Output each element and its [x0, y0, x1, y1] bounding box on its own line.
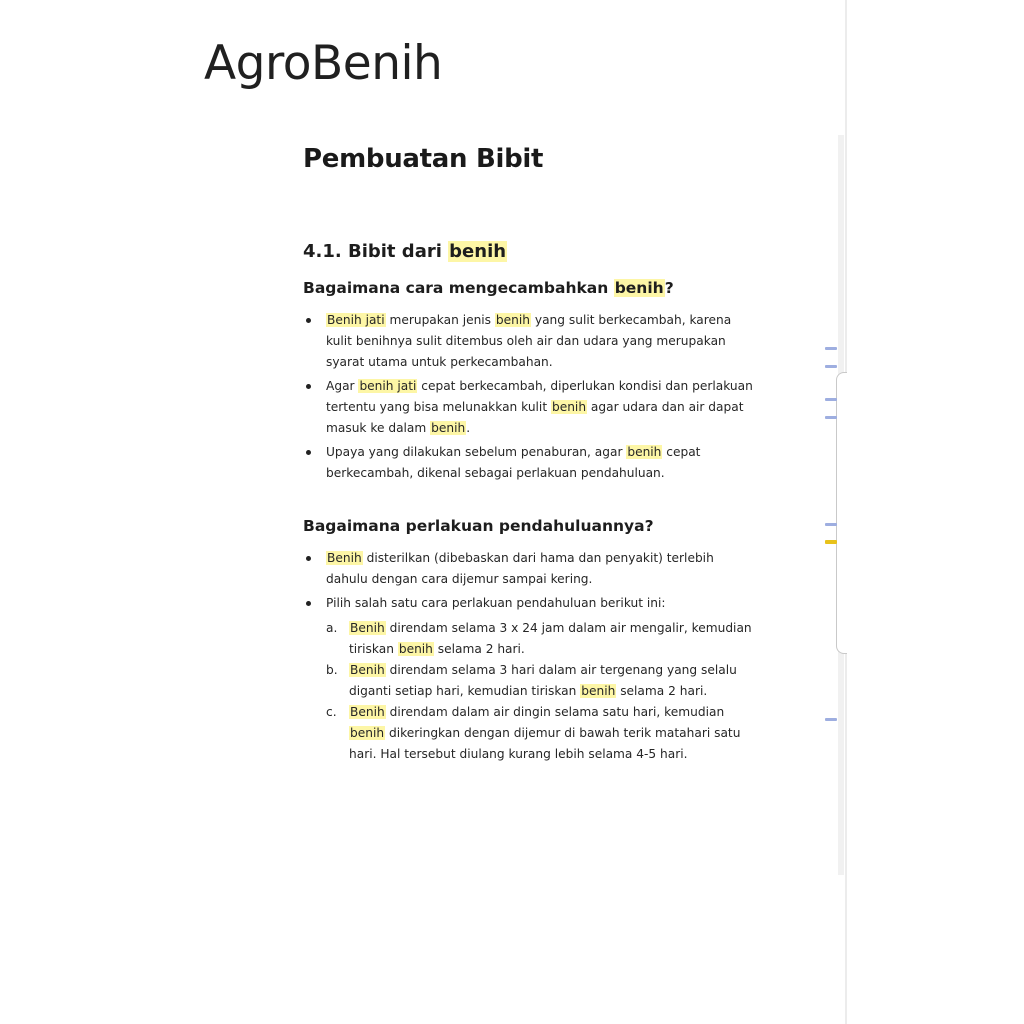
bullet-list-1 — [303, 310, 753, 484]
text-run: . — [466, 421, 471, 435]
sub-list-text — [349, 621, 752, 656]
active-result-marker[interactable] — [825, 540, 837, 544]
search-highlight: Benih — [350, 621, 385, 635]
text-run: selama 2 hari. — [616, 684, 708, 698]
text-run: cepat berkecambah, diperlukan kondisi dan perlakuan tertentu yang bisa melunakkan kulit — [326, 379, 753, 414]
search-result-marker[interactable] — [825, 398, 837, 401]
sub-list-item — [326, 618, 753, 660]
bullet-item — [303, 548, 753, 590]
sub-list-text — [349, 705, 740, 761]
section-heading-text: 4.1. Bibit dari — [303, 241, 449, 262]
sub-list-item — [326, 660, 753, 702]
search-highlight: benih jati — [359, 379, 417, 393]
text-run: disterilkan (dibebaskan dari hama dan penyakit) terlebih dahulu dengan cara dijemur sampai kering. — [326, 551, 714, 586]
question-heading-2: Bagaimana perlakuan pendahuluannya? — [303, 517, 654, 535]
section-heading — [303, 240, 507, 264]
text-run: selama 2 hari. — [433, 642, 525, 656]
text-run: direndam dalam air dingin selama satu hari, kemudian — [385, 705, 725, 719]
search-highlight: Benih jati — [327, 313, 385, 327]
sub-list-item — [326, 702, 753, 765]
text-run: yang sulit berkecambah, karena kulit benihnya sulit ditembus oleh air dan udara yang merupakan syarat utama untuk perkecambahan. — [326, 313, 732, 369]
sub-list-label: a. — [326, 621, 338, 635]
bullet-item — [303, 593, 753, 765]
bullet-item — [303, 310, 753, 373]
sub-list-label: c. — [326, 705, 337, 719]
search-result-marker[interactable] — [825, 416, 837, 419]
search-highlight: benih — [431, 421, 466, 435]
sub-list-label: b. — [326, 663, 338, 677]
text-run: direndam selama 3 hari dalam air tergenang yang selalu diganti setiap hari, kemudian tiriskan — [349, 663, 737, 698]
search-highlight: Benih — [350, 705, 385, 719]
search-highlight: benih — [551, 400, 587, 414]
brand-title: AgroBenih — [204, 36, 443, 91]
text-run: Upaya yang dilakukan sebelum penaburan, agar — [326, 445, 627, 459]
search-highlight: benih — [398, 642, 433, 656]
page-title: Pembuatan Bibit — [303, 144, 544, 174]
bullet-item — [303, 442, 753, 484]
search-result-marker[interactable] — [825, 718, 837, 721]
text-run: direndam selama 3 x 24 jam dalam air mengalir, kemudian tiriskan — [349, 621, 752, 656]
search-highlight: benih — [581, 684, 616, 698]
text-run: merupakan jenis — [385, 313, 495, 327]
sub-list — [326, 618, 753, 765]
question-heading-1 — [303, 277, 674, 299]
text-run: dikeringkan dengan dijemur di bawah terik matahari satu hari. Hal tersebut diulang kurang lebih selama 4-5 hari. — [349, 726, 741, 761]
search-highlight: Benih — [327, 551, 362, 565]
question-1-text: Bagaimana cara mengecambahkan — [303, 279, 614, 297]
search-result-marker[interactable] — [825, 523, 837, 526]
bullet-list-2 — [303, 548, 753, 765]
text-run: agar udara dan air dapat masuk ke dalam — [326, 400, 744, 435]
search-highlight: benih — [614, 279, 664, 297]
question-1-suffix: ? — [664, 279, 674, 297]
document-page — [303, 142, 753, 761]
search-result-marker[interactable] — [825, 365, 837, 368]
search-highlight: benih — [350, 726, 385, 740]
search-highlight: benih — [627, 445, 662, 459]
bullet-item — [303, 376, 753, 439]
sub-list-text — [349, 663, 737, 698]
search-highlight: Benih — [350, 663, 385, 677]
search-highlight: benih — [449, 241, 507, 262]
text-run: cepat berkecambah, dikenal sebagai perlakuan pendahuluan. — [326, 445, 701, 480]
bullet-text: Pilih salah satu cara perlakuan pendahuluan berikut ini: — [326, 596, 666, 610]
search-result-marker[interactable] — [825, 347, 837, 350]
text-run: Agar — [326, 379, 359, 393]
search-highlight: benih — [495, 313, 530, 327]
scrollbar-handle[interactable] — [836, 372, 847, 654]
